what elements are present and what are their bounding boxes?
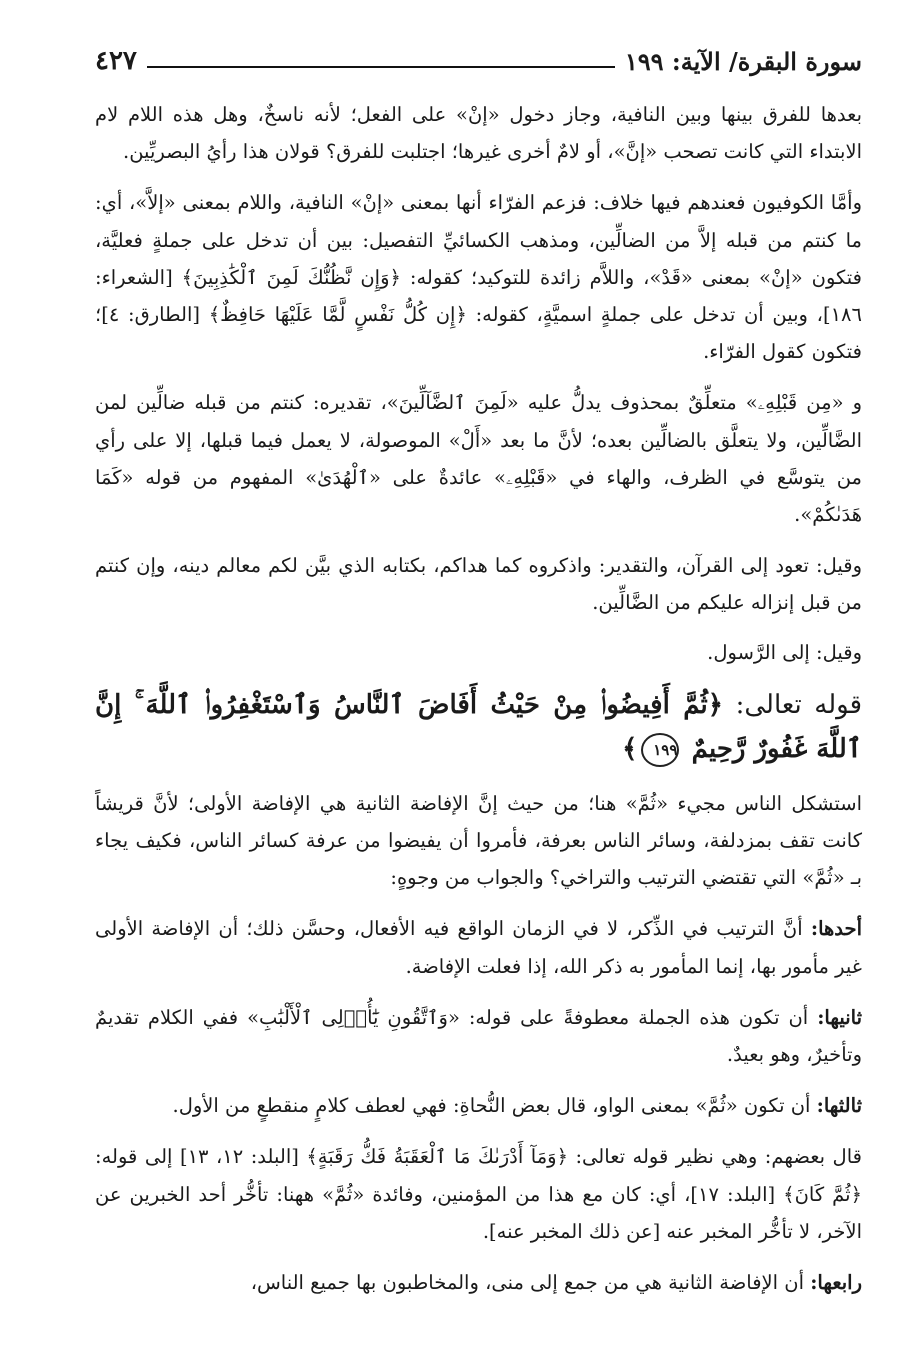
answer-third: [95, 1087, 862, 1124]
paragraph-balad-analogy: قال بعضهم: وهي نظير قوله تعالى: ﴿وَمَآ أَدْرَىٰكَ مَا ٱلْعَقَبَةُ فَكُّ رَقَبَةٍ﴾ [البلد: ١٢، ١٣] إلى قوله: ﴿ثُمَّ كَانَ﴾ [البلد: ١٧]، أي: كان مع هذا من المؤمنين، وفائدة «ثُمَّ» ههنا: تأخُّر أحد الخبرين عن الآخر، لا تأخُّر المخبر عنه [عن ذلك المخبر عنه].: [95, 1145, 862, 1243]
answer-second-label: ثانيها:: [817, 1005, 863, 1029]
page-body: [95, 96, 862, 1301]
verse-close-bracket: ﴾: [622, 733, 638, 764]
answer-fourth-text: أن الإفاضة الثانية هي من جمع إلى منى، والمخاطبون بها جميع الناس،: [250, 1271, 804, 1295]
paragraph-min-qablihi: و «مِن قَبْلِهِۦ» متعلِّقٌ بمحذوف يدلُّ عليه «لَمِنَ ٱلضَّآلِّينَ»، تقديره: كنتم من قبله ضالِّين لمن الضَّالِّين، ولا يتعلَّق بالضالِّين بعده؛ لأنَّ ما بعد «أَلْ» الموصولة، لا يعمل فيما قبلها، إلا على رأي من يتوسَّع في الظرف، والهاء في «قَبْلِهِۦ» عائدةٌ على «ٱلْهُدَىٰ» المفهوم من قوله «كَمَا هَدَىٰكُمْ».: [95, 391, 862, 527]
verse-intro: قوله تعالى:: [735, 689, 863, 720]
surah-ayah-label: سورة البقرة/ الآية: ١٩٩: [624, 47, 862, 76]
paragraph-kufi-view: وأمَّا الكوفيون فعندهم فيها خلاف: فزعم الفرّاء أنها بمعنى «إنْ» النافية، واللام بمعنى «إلاَّ»، أي: ما كنتم من قبله إلاَّ من الضالِّين، ومذهب الكسائيِّ التفصيل: بين أن تدخل على جملةٍ فعليَّة، فتكون «إنْ» بمعنى «قَدْ»، واللاَّم زائدة للتوكيد؛ كقوله: ﴿وَإِن نَّظُنُّكَ لَمِنَ ٱلْكَٰذِبِينَ﴾ [الشعراء: ١٨٦]، وبين أن تدخل على جملةٍ اسميَّةٍ، كقوله: ﴿إِن كُلُّ نَفْسٍ لَّمَّا عَلَيْهَا حَافِظٌ﴾ [الطارق: ٤]؛ فتكون كقول الفرّاء.: [95, 191, 862, 364]
verse-heading: [95, 683, 862, 771]
answer-second: [95, 999, 862, 1073]
verse-text: ﴿ثُمَّ أَفِيضُوا۟ مِنْ حَيْثُ أَفَاضَ ٱلنَّاسُ وَٱسْتَغْفِرُوا۟ ٱللَّهَ ۚ إِنَّ ٱللَّهَ غَفُورٌ رَّحِيمٌ: [95, 689, 862, 764]
answer-first-label: أحدها:: [810, 917, 863, 941]
paragraph-basri-view: بعدها للفرق بينها وبين النافية، وجاز دخول «إنْ» على الفعل؛ لأنه ناسخٌ، وهل هذه اللام لام الابتداء التي كانت تصحب «إنَّ»، أو لامٌ أخرى غيرها؛ اجتلبت للفرق؟ قولان هذا رأيُ البصريِّين.: [95, 103, 862, 164]
answer-first: [95, 910, 862, 984]
ayah-number-marker: ١٩٩: [641, 733, 679, 767]
header-rule: [147, 66, 615, 68]
running-header: [95, 30, 862, 76]
paragraph-rasul-opinion: وقيل: إلى الرَّسول.: [707, 640, 862, 664]
answer-first-text: أنَّ الترتيب في الذِّكر، لا في الزمان الواقع فيه الأفعال، وحسَّن ذلك؛ أن الإفاضة الأولى غير مأمور بها، إنما المأمور به ذكر الله، إذا فعلت الإفاضة.: [95, 917, 862, 978]
page-number: ٤٢٧: [95, 46, 137, 76]
answer-fourth-label: رابعها:: [810, 1271, 862, 1295]
answer-fourth: [95, 1264, 862, 1301]
paragraph-thumma-problem: استشكل الناس مجيء «ثُمَّ» هنا؛ من حيث إنَّ الإفاضة الثانية هي الإفاضة الأولى؛ لأنَّ قريشاً كانت تقف بمزدلفة، وسائر الناس بعرفة، فأمروا أن يفيضوا من عرفة كسائر الناس، فكيف يجاء بـ «ثُمَّ» التي تقتضي الترتيب والتراخي؟ والجواب من وجوهٍ:: [95, 791, 862, 890]
answer-third-label: ثالثها:: [816, 1094, 862, 1118]
paragraph-quran-opinion: وقيل: تعود إلى القرآن، والتقدير: واذكروه كما هداكم، بكتابه الذي بيَّن لكم معالم دينه، وإن كنتم من قبل إنزاله عليكم من الضَّالِّين.: [95, 554, 862, 615]
answer-third-text: أن تكون «ثُمَّ» بمعنى الواو، قال بعض النُّحاةِ: فهي لعطف كلامٍ منقطعٍ من الأول.: [172, 1094, 811, 1118]
answer-second-text: أن تكون هذه الجملة معطوفةً على قوله: «وَٱتَّقُونِ يَٰٓأُو۟لِى ٱلْأَلْبَٰبِ» ففي الكلام تقديمٌ وتأخيرٌ، وهو بعيدٌ.: [95, 1005, 862, 1067]
